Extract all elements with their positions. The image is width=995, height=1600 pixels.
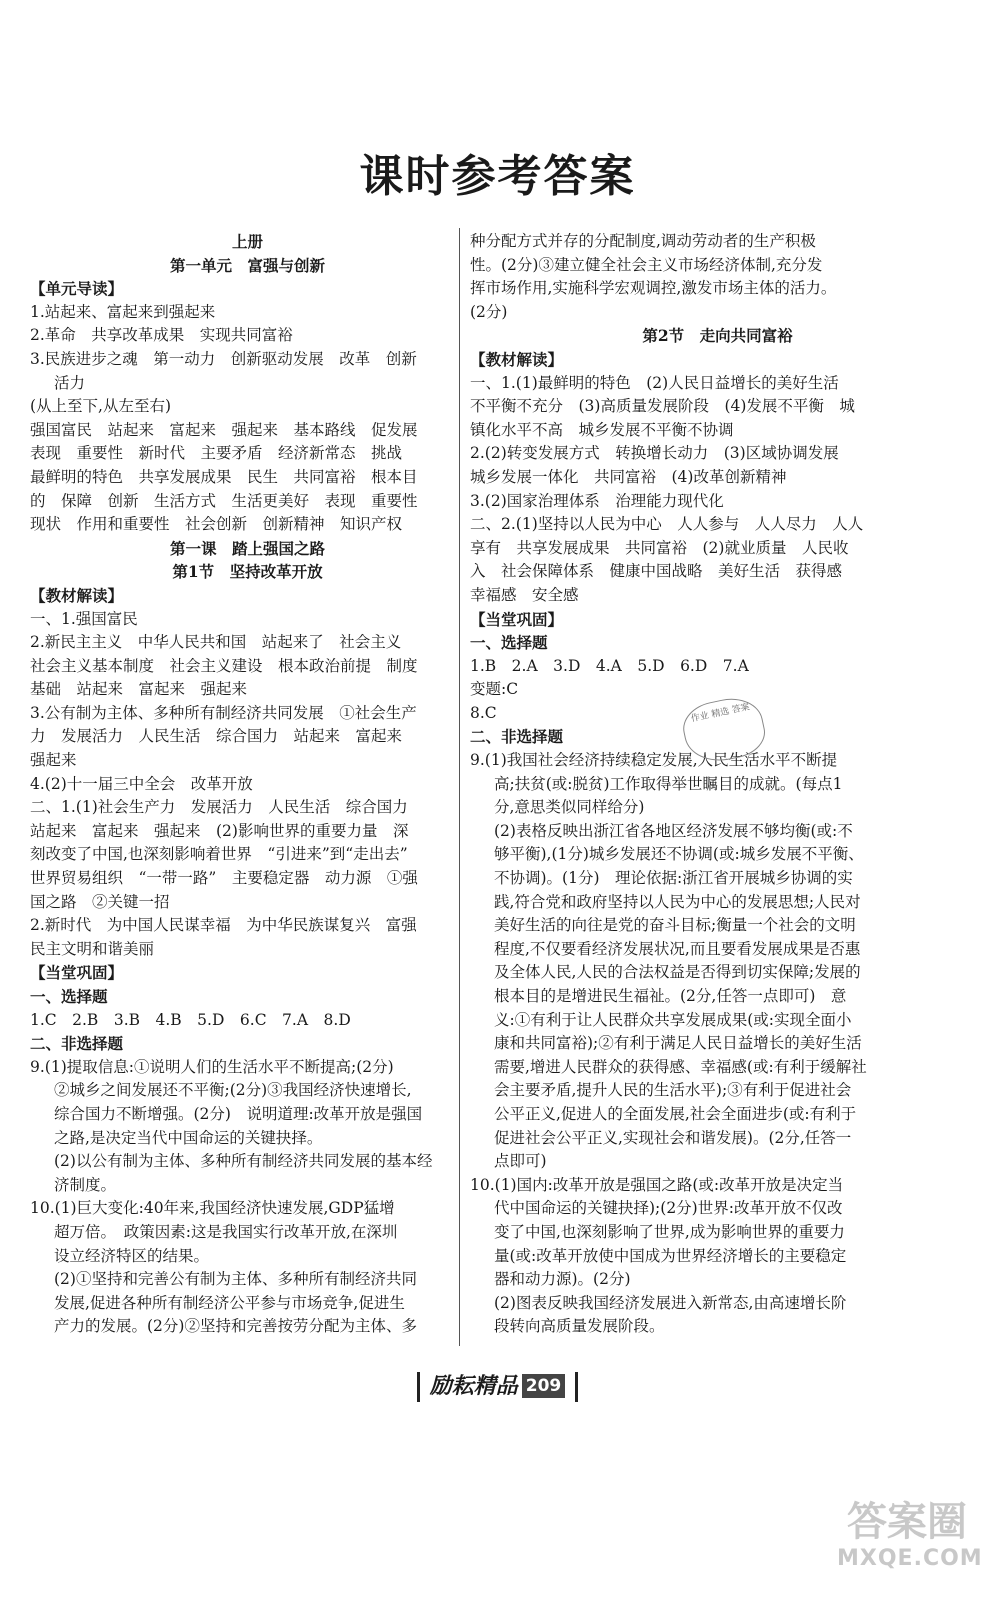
answer-line: (2)以公有制为主体、多种所有制经济共同发展的基本经 (54, 1152, 433, 1171)
answer-line: 器和动力源)。(2分) (494, 1270, 631, 1289)
section-heading: 第1节 坚持改革开放 (172, 562, 323, 582)
answer-line: 2.新民主主义 中华人民共和国 站起来了 社会主义 (30, 633, 402, 652)
answer-line: 城乡发展一体化 共同富裕 (4)改革创新精神 (470, 467, 787, 486)
answer-line: (2)图表反映我国经济发展进入新常态,由高速增长阶 (494, 1293, 847, 1312)
answer-line: 4.(2)十一届三中全会 改革开放 (30, 774, 253, 793)
answer-line: 2.新时代 为中国人民谋幸福 为中华民族谋复兴 富强 (30, 916, 417, 935)
watermark-top: 答案圈 (847, 1499, 967, 1545)
answer-line: 享有 共享发展成果 共同富裕 (2)就业质量 人民收 (470, 538, 849, 557)
page-number: 209 (522, 1374, 566, 1398)
page-title: 课时参考答案 (359, 151, 636, 202)
subsection-label: 二、非选择题 (470, 727, 564, 747)
answer-line: 一、1.(1)最鲜明的特色 (2)人民日益增长的美好生活 (470, 373, 839, 392)
answer-line: 强国富民 站起来 富起来 强起来 基本路线 促发展 (30, 420, 418, 439)
answer-line: 2.革命 共享改革成果 实现共同富裕 (30, 326, 293, 345)
answer-line: 刻改变了中国,也深刻影响着世界 “引进来”到“走出去” (30, 845, 408, 864)
answer-line: 变了中国,也深刻影响了世界,成为影响世界的重要力 (494, 1222, 845, 1241)
answer-line: 产力的发展。(2分)②坚持和完善按劳分配为主体、多 (54, 1317, 417, 1336)
answer-line: 基础 站起来 富起来 强起来 (30, 680, 248, 699)
answer-line: 3.公有制为主体、多种所有制经济共同发展 ①社会生产 (30, 703, 417, 722)
answer-line: 发展,促进各种所有制经济公平参与市场竞争,促进生 (54, 1293, 405, 1312)
subsection-label: 一、选择题 (470, 633, 548, 653)
watermark-logo (837, 1498, 983, 1578)
answer-line: 10.(1)巨大变化:40年来,我国经济快速发展,GDP猛增 (30, 1199, 395, 1218)
answer-line: 表现 重要性 新时代 主要矛盾 经济新常态 挑战 (30, 444, 403, 463)
answer-line: 1.站起来、富起来到强起来 (30, 302, 216, 321)
answer-line: 站起来 富起来 强起来 (2)影响世界的重要力量 深 (30, 821, 409, 840)
subsection-label: 【教材解读】 (30, 585, 124, 605)
answer-line: 10.(1)国内:改革开放是强国之路(或:改革开放是决定当 (470, 1175, 844, 1194)
answer-line: 根本目的是增进民生福祉。(2分,任答一点即可) 意 (494, 987, 847, 1005)
answer-line: 1.C 2.B 3.B 4.B 5.D 6.C 7.A 8.D (30, 1010, 351, 1029)
footer-brand: 励耘精品 (429, 1374, 518, 1399)
answer-line: 镇化水平不高 城乡发展不平衡不协调 (470, 420, 734, 439)
answer-line: 二、2.(1)坚持以人民为中心 人人参与 人人尽力 人人 (470, 515, 864, 534)
answer-line: 不平衡不充分 (3)高质量发展阶段 (4)发展不平衡 城 (470, 397, 855, 416)
answer-line: 最鲜明的特色 共享发展成果 民生 共同富裕 根本目 (30, 467, 418, 486)
answer-line: 2.(2)转变发展方式 转换增长动力 (3)区域协调发展 (470, 444, 839, 463)
answer-line: 挥市场作用,实施科学宏观调控,激发市场主体的活力。 (470, 279, 837, 298)
answer-line: 康和共同富裕);②有利于满足人民日益增长的美好生活 (494, 1034, 862, 1053)
answer-line: 幸福感 安全感 (470, 585, 579, 604)
answer-line: 综合国力不断增强。(2分) 说明道理:改革开放是强国 (54, 1104, 423, 1123)
answer-line: 设立经济特区的结果。 (54, 1246, 210, 1265)
subsection-label: 【当堂巩固】 (30, 963, 124, 983)
answer-line: 程度,不仅要看经济发展状况,而且要看发展成果是否惠 (494, 939, 861, 958)
answer-line: 9.(1)提取信息:①说明人们的生活水平不断提高;(2分) (30, 1057, 394, 1076)
answer-line: 社会主义基本制度 社会主义建设 根本政治前提 制度 (30, 656, 418, 675)
stamp-text: 作业 精选 答案 (690, 702, 751, 725)
answer-line: 超万倍。 政策因素:这是我国实行改革开放,在深圳 (54, 1222, 398, 1241)
answer-line: 8.C (470, 703, 497, 722)
answer-line: 强起来 (30, 751, 77, 770)
answer-line: 1.B 2.A 3.D 4.A 5.D 6.D 7.A (470, 656, 749, 675)
answer-line: 需要,增进人民群众的获得感、幸福感(或:有利于缓解社 (494, 1057, 867, 1076)
left-column (30, 230, 465, 1339)
section-heading: 上册 (231, 232, 263, 251)
answer-line: 性。(2分)③建立健全社会主义市场经济体制,充分发 (470, 255, 823, 274)
answer-line: 段转向高质量发展阶段。 (494, 1317, 665, 1336)
page-footer (0, 1372, 995, 1402)
answer-line: (从上至下,从左至右) (30, 397, 172, 416)
answer-line: 不协调)。(1分) 理论依据:浙江省开展城乡协调的实 (494, 869, 853, 888)
answer-line: ②城乡之间发展还不平衡;(2分)③我国经济快速增长, (54, 1081, 412, 1100)
footer-brand-box (417, 1372, 579, 1402)
answer-line: 分,意思类似同样给分) (494, 798, 645, 817)
subsection-label: 【教材解读】 (470, 349, 564, 369)
subsection-label: 【单元导读】 (30, 279, 124, 299)
answer-line: 3.民族进步之魂 第一动力 创新驱动发展 改革 创新 (30, 349, 417, 368)
answer-line: 义:①有利于让人民群众共享发展成果(或:实现全面小 (494, 1010, 852, 1029)
section-heading: 第2节 走向共同富裕 (642, 326, 793, 346)
answer-line: 民主文明和谐美丽 (30, 939, 155, 958)
answer-line: (2)表格反映出浙江省各地区经济发展不够均衡(或:不 (494, 821, 853, 840)
answer-line: 变题:C (470, 680, 519, 699)
answer-line: 会主要矛盾,提升人民的生活水平);③有利于促进社会 (494, 1081, 852, 1100)
answer-line: 世界贸易组织 “一带一路” 主要稳定器 动力源 ①强 (30, 869, 418, 888)
answer-line: 二、1.(1)社会生产力 发展活力 人民生活 综合国力 (30, 798, 408, 817)
answer-line: 一、1.强国富民 (30, 609, 138, 628)
subsection-label: 一、选择题 (30, 987, 108, 1006)
answer-line: 量(或:改革开放使中国成为世界经济增长的主要稳定 (494, 1246, 847, 1265)
answer-line: 活力 (54, 373, 86, 392)
answer-line: (2)①坚持和完善公有制为主体、多种所有制经济共同 (54, 1270, 417, 1289)
answer-line: 促进社会公平正义,实现社会和谐发展)。(2分,任答一 (494, 1128, 852, 1147)
answer-line: 够平衡),(1分)城乡发展还不协调(或:城乡发展不平衡、 (494, 845, 864, 864)
answer-line: 的 保障 创新 生活方式 生活更美好 表现 重要性 (30, 491, 418, 510)
answer-line: 济制度。 (54, 1175, 117, 1194)
subsection-label: 【当堂巩固】 (470, 609, 564, 629)
answer-line: 代中国命运的关键抉择);(2分)世界:改革开放不仅改 (494, 1199, 843, 1218)
answer-line: 美好生活的向往是党的奋斗目标;衡量一个社会的文明 (494, 916, 856, 935)
right-column (470, 230, 965, 1339)
answer-line: 点即可) (494, 1152, 547, 1171)
answer-line: 现状 作用和重要性 社会创新 创新精神 知识产权 (30, 515, 403, 534)
answer-line: 践,符合党和政府坚持以人民为中心的发展思想;人民对 (494, 892, 861, 911)
watermark-bottom: MXQE.COM (837, 1546, 983, 1571)
answer-line: 及全体人民,人民的合法权益是否得到切实保障;发展的 (494, 963, 861, 982)
answer-line: 之路,是决定当代中国命运的关键抉择。 (54, 1128, 323, 1147)
answer-line: 入 社会保障体系 健康中国战略 美好生活 获得感 (470, 562, 843, 581)
answer-line: 高;扶贫(或:脱贫)工作取得举世瞩目的成就。(每点1 (494, 774, 843, 793)
answer-line: (2分) (470, 302, 508, 321)
answer-line: 力 发展活力 人民生活 综合国力 站起来 富起来 (30, 727, 403, 746)
answer-line: 公平正义,促进人的全面发展,社会全面进步(或:有利于 (494, 1104, 857, 1123)
answer-line: 3.(2)国家治理体系 治理能力现代化 (470, 491, 724, 510)
section-heading: 第一单元 富强与创新 (169, 255, 325, 275)
answer-line: 国之路 ②关键一招 (30, 892, 170, 911)
section-heading: 第一课 踏上强国之路 (169, 538, 325, 558)
answer-line: 种分配方式并存的分配制度,调动劳动者的生产积极 (470, 232, 816, 250)
answer-line: 9.(1)我国社会经济持续稳定发展,人民生活水平不断提 (470, 751, 838, 770)
subsection-label: 二、非选择题 (30, 1034, 124, 1054)
